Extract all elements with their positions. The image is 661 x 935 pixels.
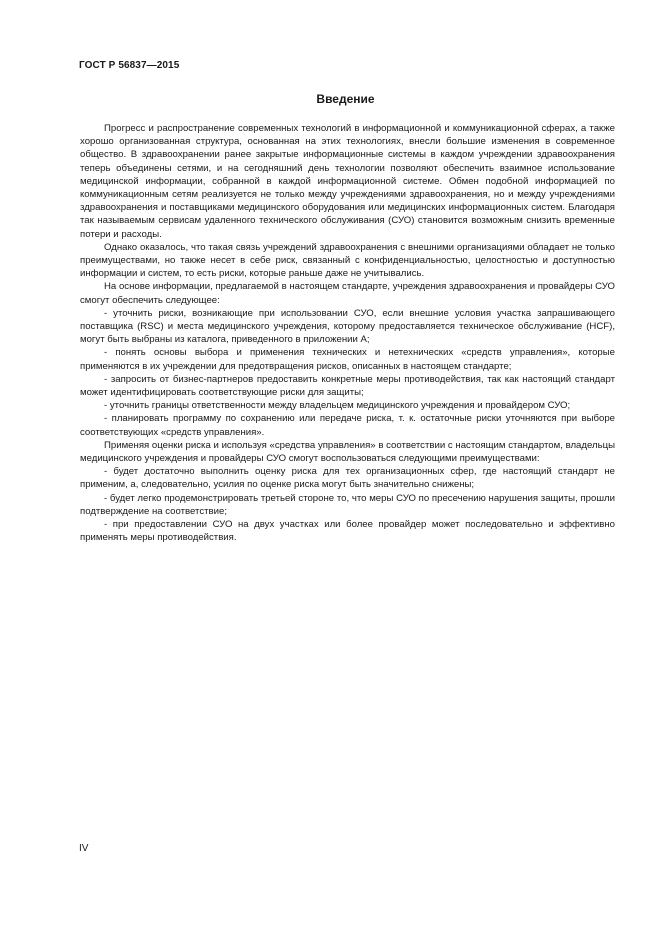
standard-header: ГОСТ Р 56837—2015 — [79, 60, 180, 71]
paragraph: Прогресс и распространение современных технологий в информационной и коммуникационной сферах, а также хорошо организованная структура, основанная на этих технологиях, внесли большие изменения в современное общество. В здравоохранении ранее закрытые информационные системы в каждом учреждении здравоохранения теперь объединены сетями, и на сегодняшний день технологии позволяют обеспечить взаимное использование медицинской информации, собранной в каждой информационной системе. Обмен подобной информацией по коммуникационным сетям реализуется не только между учреждениями здравоохранения, но и между учреждениями здравоохранения и поставщиками медицинского оборудования или медицинских информационных систем. Благодаря так называемым сервисам удаленного технического обслуживания (СУО) становится возможным снизить временные потери и расходы. — [80, 123, 615, 240]
document-body — [80, 122, 615, 545]
list-item: - будет легко продемонстрировать третьей стороне то, что меры СУО по пресечению нарушения защиты, прошли подтверждение на соответствие; — [80, 492, 615, 517]
list-item: - при предоставлении СУО на двух участках или более провайдер может последовательно и эффективно применять меры противодействия. — [80, 519, 615, 544]
list-item: - будет достаточно выполнить оценку риска для тех организационных сфер, где настоящий стандарт не применим, а, следовательно, усилия по оценке риска могут быть значительно снижены; — [80, 466, 615, 491]
paragraph: Однако оказалось, что такая связь учреждений здравоохранения с внешними организациями обладает не только преимуществами, но также несет в себе риск, связанный с конфиденциальностью, целостностью и доступностью информации и систем, то есть риски, которые раньше даже не учитывались. — [80, 241, 615, 280]
list-item: - понять основы выбора и применения технических и нетехнических «средств управления», которые применяются в их учреждении для предотвращения рисков, описанных в настоящем стандарте; — [80, 347, 615, 372]
list-item: - планировать программу по сохранению или передаче риска, т. к. остаточные риски уточняются при выборе соответствующих «средств управления». — [80, 413, 615, 438]
list-item: - уточнить границы ответственности между владельцем медицинского учреждения и провайдером СУО; — [104, 400, 571, 412]
paragraph: На основе информации, предлагаемой в настоящем стандарте, учреждения здравоохранения и провайдеры СУО смогут обеспечить следующее: — [80, 281, 615, 306]
paragraph: Применяя оценки риска и используя «средства управления» в соответствии с настоящим стандартом, владельцы медицинского учреждения и провайдеры СУО смогут воспользоваться следующими преимуществами: — [80, 439, 615, 465]
list-item: - запросить от бизнес-партнеров предоставить конкретные меры противодействия, так как настоящий стандарт может идентифицировать соответствующие риски для защиты; — [80, 373, 615, 399]
list-item: - уточнить риски, возникающие при использовании СУО, если внешние условия участка запрашивающего поставщика (RSC) и места медицинского учреждения, которому предоставляется техническое обслуживание (HCF), могут быть выбраны из каталога, приведенного в приложении А; — [80, 307, 615, 346]
page-number: IV — [79, 843, 89, 854]
page-title: Введение — [316, 92, 375, 106]
